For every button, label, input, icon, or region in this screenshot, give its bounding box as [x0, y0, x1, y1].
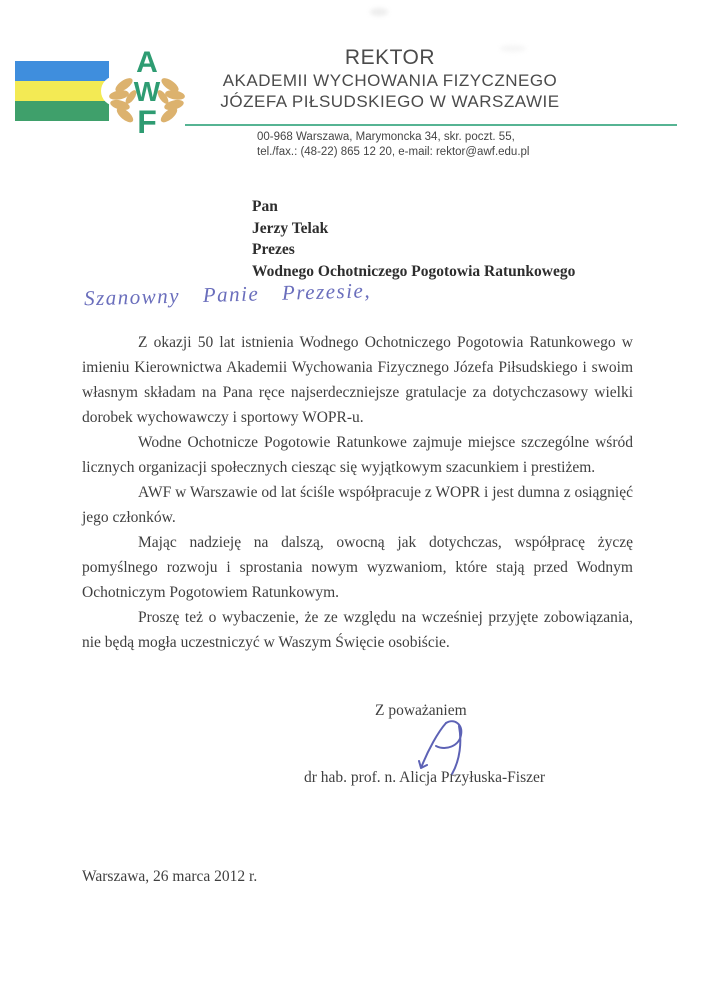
emblem-letter-w: W: [133, 76, 161, 107]
letterhead-titles: [185, 46, 595, 112]
recipient-salutation: Pan: [252, 198, 278, 215]
flag-icon: [15, 61, 115, 121]
letterhead-address: [257, 130, 529, 160]
signer-name: dr hab. prof. n. Alicja Przyłuska-Fiszer: [304, 769, 546, 786]
letterhead-title-academy: AKADEMII WYCHOWANIA FIZYCZNEGO: [222, 71, 558, 90]
body-paragraph-2: Wodne Ochotnicze Pogotowie Ratunkowe zajmuje miejsce szczególne wśród licznych organizacji społecznych ciesząc się wyjątkowym szacunkiem i prestiżem.: [82, 434, 633, 476]
handwritten-greeting: Szanowny Panie Prezesie,: [83, 278, 372, 311]
body-paragraph-5: Proszę też o wybaczenie, że ze względu na wcześniej przyjęte zobowiązania, nie będą mogła uczestniczyć w Waszym Święcie osobiście.: [82, 609, 633, 651]
recipient-name: Jerzy Telak: [252, 219, 329, 237]
recipient-organization: Wodnego Ochotniczego Pogotowia Ratunkowego: [252, 262, 576, 280]
body-paragraph-1: Z okazji 50 lat istnienia Wodnego Ochotniczego Pogotowia Ratunkowego w imieniu Kierownictwa Akademii Wychowania Fizycznego Józefa Piłsudskiego i swoim własnym składam na Pana ręce najserdeczniejsze gratulacje za dotychczasowy wielki dorobek wychowawczy i sportowy WOPR-u.: [82, 334, 633, 426]
emblem-letter-f: F: [137, 104, 157, 140]
place-and-date: Warszawa, 26 marca 2012 r.: [82, 868, 258, 885]
letter-body: [82, 330, 633, 655]
letterhead-divider: [185, 124, 677, 126]
handwritten-signature: [408, 718, 472, 776]
scan-artifact: [370, 8, 388, 16]
body-paragraph-3: AWF w Warszawie od lat ściśle współpracuje z WOPR i jest dumna z osiągnięć jego członków.: [82, 484, 633, 526]
recipient-title: Prezes: [252, 241, 295, 258]
awf-emblem-icon: [102, 45, 192, 140]
emblem-letter-a: A: [136, 46, 158, 79]
awf-logo: [14, 45, 194, 140]
address-line-1: 00-968 Warszawa, Marymoncka 34, skr. poczt. 55,: [257, 131, 515, 143]
letterhead-title-rektor: REKTOR: [344, 46, 436, 69]
recipient-block: [252, 196, 575, 282]
letterhead-title-city: JÓZEFA PIŁSUDSKIEGO W WARSZAWIE: [220, 92, 560, 111]
valediction: Z poważaniem: [375, 702, 467, 719]
address-line-2: tel./fax.: (48-22) 865 12 20, e-mail: rektor@awf.edu.pl: [257, 146, 530, 158]
body-paragraph-4: Mając nadzieję na dalszą, owocną jak dotychczas, współpracę życzę pomyślnego rozwoju i sprostania nowym wyzwaniom, które stają przed Wodnym Ochotniczym Pogotowiem Ratunkowym.: [82, 534, 633, 601]
